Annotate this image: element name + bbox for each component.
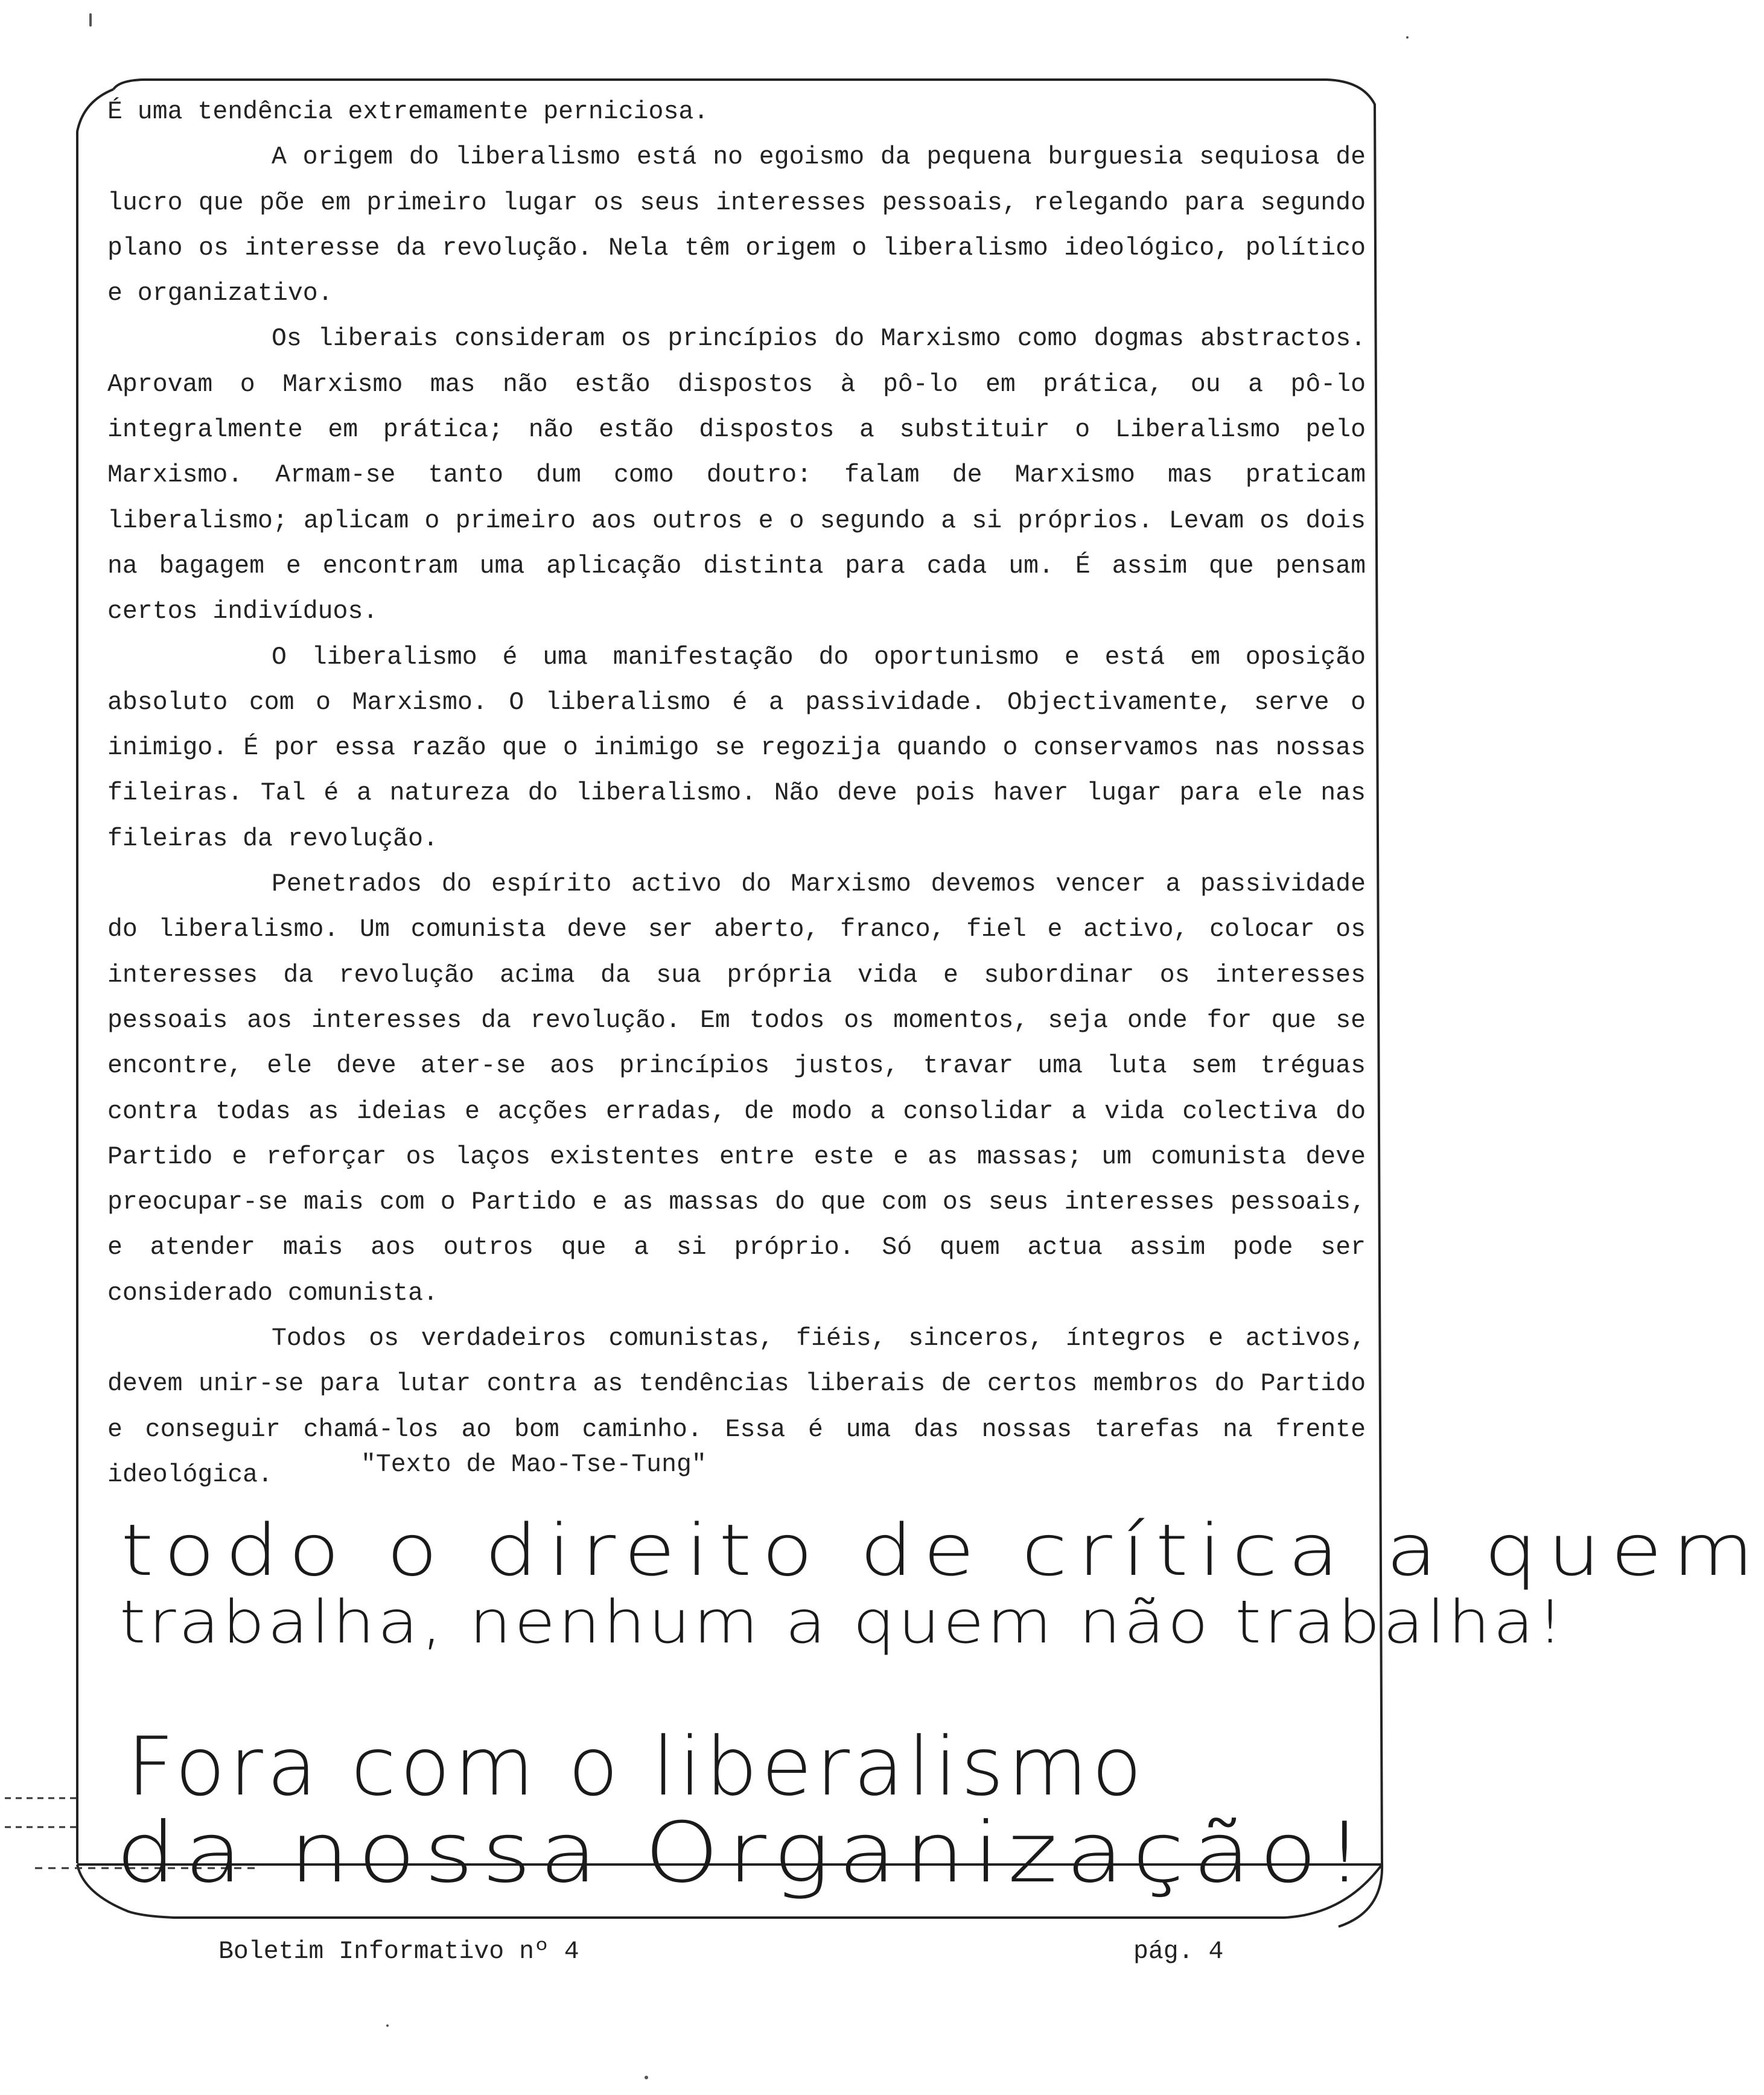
paper-speck	[1406, 36, 1409, 39]
document-body	[107, 89, 1366, 1498]
footer-title: Boletim Informativo nº 4	[218, 1938, 579, 1966]
paragraph-5: Penetrados do espírito activo do Marxismo devemos vencer a passividade do liberalismo. Um comunista deve ser aberto, franco, fiel e activo, colocar os interesses da revolução acima da sua própria vida e subordinar os interesses pessoais aos interesses da revolução. Em todos os momentos, seja onde for que se encontre, ele deve ater-se aos princípios justos, travar uma luta sem tréguas contra todas as ideias e acções erradas, de modo a consolidar a vida colectiva do Partido e reforçar os laços existentes entre este e as massas; um comunista deve preocupar-se mais com o Partido e as massas do que com os seus interesses pessoais, e atender mais aos outros que a si próprio. Só quem actua assim pode ser considerado comunista.	[107, 870, 1366, 1308]
handwritten-slogan-line-3: Fora com o liberalismo	[127, 1720, 1146, 1814]
paragraph-4: O liberalismo é uma manifestação do oportunismo e está em oposição absoluto com o Marxismo. O liberalismo é a passividade. Objectivamente, serve o inimigo. É por essa razão que o inimigo se regozija quando o conservamos nas nossas fileiras. Tal é a natureza do liberalismo. Não deve pois haver lugar para ele nas fileiras da revolução.	[107, 643, 1366, 853]
paper-speck	[386, 2024, 389, 2027]
paragraph-1: É uma tendência extremamente perniciosa.	[107, 98, 709, 126]
footer-page-number: pág. 4	[1133, 1938, 1224, 1966]
handwritten-slogan-line-4: da nossa Organização!	[116, 1804, 1372, 1901]
paragraph-3: Os liberais consideram os princípios do Marxismo como dogmas abstractos. Aprovam o Marxismo mas não estão dispostos à pô-lo em prática, ou a pô-lo integralmente em prática; não estão dispostos a substituir o Liberalismo pelo Marxismo. Armam-se tanto dum como doutro: falam de Marxismo mas praticam liberalismo; aplicam o primeiro aos outros e o segundo a si próprios. Levam os dois na bagagem e encontram uma aplicação distinta para cada um. É assim que pensam certos indivíduos.	[107, 325, 1366, 626]
paper-speck	[645, 2076, 648, 2079]
paragraph-6: Todos os verdadeiros comunistas, fiéis, sinceros, íntegros e activos, devem unir-se para lutar contra as tendências liberais de certos membros do Partido e conseguir chamá-los ao bom caminho. Essa é uma das nossas tarefas na frente ideológica.	[107, 1324, 1366, 1489]
paragraph-2: A origem do liberalismo está no egoismo da pequena burguesia sequiosa de lucro que põe em primeiro lugar os seus interesses pessoais, relegando para segundo plano os interesse da revolução. Nela têm origem o liberalismo ideológico, político e organizativo.	[107, 143, 1366, 308]
paper-speck	[89, 13, 92, 27]
handwritten-slogan-line-1: todo o direito de crítica a quem	[121, 1508, 1764, 1592]
quote-source: "Texto de Mao-Tse-Tung"	[361, 1451, 707, 1479]
handwritten-slogan-line-2: trabalha, nenhum a quem não trabalha!	[119, 1588, 1567, 1657]
